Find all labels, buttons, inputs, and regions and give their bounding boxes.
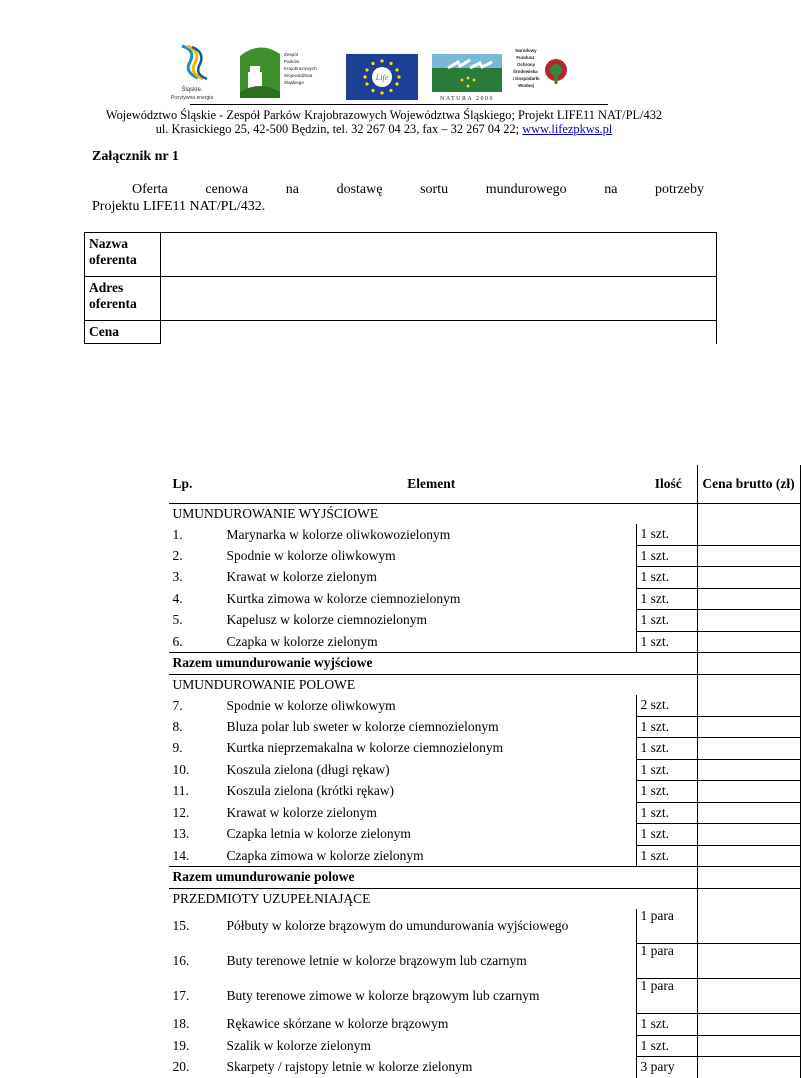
section-title-price-cell bbox=[697, 503, 800, 524]
item-lp: 10. bbox=[172, 761, 190, 777]
item-lp: 2. bbox=[172, 547, 183, 563]
col-element: Element bbox=[407, 475, 456, 491]
section-total-price[interactable] bbox=[697, 867, 800, 889]
svg-text:Śląskie.: Śląskie. bbox=[181, 87, 203, 93]
item-lp: 3. bbox=[172, 569, 183, 585]
section-title-row bbox=[169, 888, 801, 909]
item-name: Czapka w kolorze zielonym bbox=[226, 633, 378, 649]
item-qty: 1 szt. bbox=[636, 716, 697, 738]
section-total-label: Razem umundurowanie polowe bbox=[169, 867, 698, 889]
section-title: UMUNDUROWANIE WYJŚCIOWE bbox=[169, 503, 698, 524]
item-qty: 1 szt. bbox=[636, 631, 697, 653]
col-price: Cena brutto (zł) bbox=[697, 465, 800, 504]
item-qty: 1 szt. bbox=[636, 759, 697, 781]
col-qty: Ilość bbox=[654, 475, 682, 491]
item-name: Kurtka zimowa w kolorze ciemnozielonym bbox=[226, 590, 461, 606]
item-lp: 17. bbox=[172, 988, 190, 1003]
intro-line-1: Oferta cenowa na dostawę sortu mundurowego na potrzeby bbox=[132, 182, 704, 197]
item-name: Półbuty w kolorze brązowym do umundurowania wyjściowego bbox=[226, 918, 569, 934]
item-price-input[interactable] bbox=[697, 545, 800, 567]
item-price-input[interactable] bbox=[697, 944, 800, 979]
item-name: Buty terenowe letnie w kolorze brązowym lub czarnym bbox=[226, 953, 527, 968]
price-label: Cena bbox=[85, 321, 161, 344]
item-lp: 14. bbox=[172, 847, 190, 863]
section-title: UMUNDUROWANIE POLOWE bbox=[169, 674, 698, 695]
section-title-price-cell bbox=[697, 674, 800, 695]
intro-text bbox=[92, 181, 704, 215]
attachment-title: Załącznik nr 1 bbox=[92, 149, 179, 164]
item-qty: 1 szt. bbox=[636, 802, 697, 824]
item-price-input[interactable] bbox=[697, 802, 800, 824]
item-row bbox=[169, 909, 801, 944]
header-line-1: Województwo Śląskie - Zespół Parków Krajobrazowych Województwa Śląskiego; Projekt LIFE11 NAT/PL/432 bbox=[105, 108, 663, 122]
item-qty: 1 szt. bbox=[636, 1035, 697, 1057]
svg-text:NATURA 2000: NATURA 2000 bbox=[439, 96, 495, 102]
item-qty: 1 szt. bbox=[636, 567, 697, 589]
item-lp: 5. bbox=[172, 612, 183, 628]
item-price-input[interactable] bbox=[697, 845, 800, 867]
item-lp: 12. bbox=[172, 804, 190, 820]
item-row bbox=[169, 944, 801, 979]
item-row bbox=[169, 524, 801, 545]
nfosigw-logo-icon bbox=[512, 42, 568, 113]
item-name: Rękawice skórzane w kolorze brązowym bbox=[226, 1016, 449, 1032]
item-name: Krawat w kolorze zielonym bbox=[226, 569, 377, 585]
item-price-input[interactable] bbox=[697, 524, 800, 545]
items-header-row bbox=[169, 465, 801, 504]
item-row bbox=[169, 802, 801, 824]
item-row bbox=[169, 824, 801, 846]
item-price-input[interactable] bbox=[697, 1035, 800, 1057]
item-row bbox=[169, 738, 801, 760]
section-total-row bbox=[169, 867, 801, 889]
col-lp: Lp. bbox=[172, 475, 193, 491]
item-qty: 1 szt. bbox=[636, 845, 697, 867]
item-price-input[interactable] bbox=[697, 738, 800, 760]
header-rule bbox=[190, 104, 608, 105]
item-price-input[interactable] bbox=[697, 759, 800, 781]
item-qty: 1 para bbox=[636, 944, 697, 979]
item-row bbox=[169, 845, 801, 867]
offeror-name-field[interactable] bbox=[161, 233, 717, 277]
item-price-input[interactable] bbox=[697, 781, 800, 803]
item-price-input[interactable] bbox=[697, 610, 800, 632]
item-price-input[interactable] bbox=[697, 979, 800, 1014]
item-row bbox=[169, 759, 801, 781]
item-price-input[interactable] bbox=[697, 631, 800, 653]
item-row bbox=[169, 567, 801, 589]
offeror-address-field[interactable] bbox=[161, 277, 717, 321]
item-lp: 4. bbox=[172, 590, 183, 606]
item-row bbox=[169, 1014, 801, 1036]
item-name: Czapka zimowa w kolorze zielonym bbox=[226, 847, 424, 863]
item-qty: 1 szt. bbox=[636, 738, 697, 760]
item-row bbox=[169, 716, 801, 738]
item-qty: 2 szt. bbox=[636, 695, 697, 716]
section-total-price[interactable] bbox=[697, 653, 800, 675]
item-name: Marynarka w kolorze oliwkowozielonym bbox=[226, 526, 451, 542]
header-line-2: ul. Krasickiego 25, 42-500 Będzin, tel. 32 267 04 23, fax – 32 267 04 22; www.lifezpkws.pl bbox=[155, 122, 613, 136]
svg-text:NarodowyFundusz Ochron: Narodowy Fundusz Ochrony Środowiska i Gospodarki Wodnej bbox=[512, 48, 540, 88]
item-row bbox=[169, 781, 801, 803]
item-qty: 1 para bbox=[636, 979, 697, 1014]
item-name: Koszula zielona (długi rękaw) bbox=[226, 761, 390, 777]
item-row bbox=[169, 588, 801, 610]
item-qty: 1 szt. bbox=[636, 610, 697, 632]
item-row bbox=[169, 1057, 801, 1078]
item-name: Spodnie w kolorze oliwkowym bbox=[226, 547, 396, 563]
item-qty: 1 szt. bbox=[636, 824, 697, 846]
section-title-row bbox=[169, 674, 801, 695]
item-name: Kapelusz w kolorze ciemnozielonym bbox=[226, 612, 428, 628]
natura2000-logo-icon bbox=[430, 52, 504, 107]
zpk-logo-icon bbox=[236, 42, 316, 109]
svg-text:ZespółParków Krajobraz: Zespół Parków Krajobrazowych Województwa Śląskiego bbox=[284, 52, 317, 85]
item-name: Spodnie w kolorze oliwkowym bbox=[226, 697, 396, 713]
section-title-price-cell bbox=[697, 888, 800, 909]
item-name: Szalik w kolorze zielonym bbox=[226, 1037, 371, 1053]
item-lp: 9. bbox=[172, 740, 183, 756]
item-price-input[interactable] bbox=[697, 567, 800, 589]
item-lp: 7. bbox=[172, 697, 183, 713]
item-name: Skarpety / rajstopy letnie w kolorze zielonym bbox=[226, 1059, 473, 1074]
section-total-label: Razem umundurowanie wyjściowe bbox=[169, 653, 698, 675]
price-section bbox=[161, 321, 795, 1075]
svg-text:Pozytywna energia: Pozytywna energia bbox=[170, 95, 214, 101]
offeror-address-label: Adres oferenta bbox=[85, 277, 161, 321]
item-qty: 1 szt. bbox=[636, 545, 697, 567]
item-lp: 1. bbox=[172, 526, 183, 542]
item-lp: 16. bbox=[172, 953, 190, 968]
item-lp: 20. bbox=[172, 1059, 190, 1074]
item-row bbox=[169, 1035, 801, 1057]
item-qty: 1 para bbox=[636, 909, 697, 944]
item-lp: 8. bbox=[172, 718, 183, 734]
item-price-input[interactable] bbox=[697, 909, 800, 944]
item-row bbox=[169, 545, 801, 567]
item-row bbox=[169, 979, 801, 1014]
intro-line-2: Projektu LIFE11 NAT/PL/432. bbox=[92, 199, 266, 214]
item-name: Krawat w kolorze zielonym bbox=[226, 804, 377, 820]
section-title: PRZEDMIOTY UZUPEŁNIAJĄCE bbox=[169, 888, 698, 909]
item-qty: 1 szt. bbox=[636, 781, 697, 803]
item-lp: 18. bbox=[172, 1016, 190, 1032]
eu-life-logo-icon bbox=[346, 54, 418, 105]
item-name: Koszula zielona (krótki rękaw) bbox=[226, 783, 395, 799]
website-link[interactable]: www.lifezpkws.pl bbox=[522, 122, 613, 136]
item-price-input[interactable] bbox=[697, 1014, 800, 1036]
item-name: Bluza polar lub sweter w kolorze ciemnozielonym bbox=[226, 718, 499, 734]
offer-table bbox=[84, 232, 795, 1075]
item-qty: 3 pary bbox=[636, 1057, 697, 1078]
item-qty: 1 szt. bbox=[636, 524, 697, 545]
item-lp: 19. bbox=[172, 1037, 190, 1053]
item-name: Czapka letnia w kolorze zielonym bbox=[226, 826, 411, 842]
item-name: Kurtka nieprzemakalna w kolorze ciemnozielonym bbox=[226, 740, 504, 756]
slaskie-logo-icon bbox=[168, 42, 216, 109]
item-lp: 6. bbox=[172, 633, 183, 649]
item-row bbox=[169, 695, 801, 716]
section-total-row bbox=[169, 653, 801, 675]
item-qty: 1 szt. bbox=[636, 588, 697, 610]
item-name: Buty terenowe zimowe w kolorze brązowym lub czarnym bbox=[226, 988, 540, 1003]
item-price-input[interactable] bbox=[697, 1057, 800, 1078]
item-price-input[interactable] bbox=[697, 716, 800, 738]
item-price-input[interactable] bbox=[697, 824, 800, 846]
item-lp: 11. bbox=[172, 783, 189, 799]
section-title-row bbox=[169, 503, 801, 524]
item-row bbox=[169, 610, 801, 632]
item-price-input[interactable] bbox=[697, 588, 800, 610]
item-row bbox=[169, 631, 801, 653]
item-qty: 1 szt. bbox=[636, 1014, 697, 1036]
offeror-name-label: Nazwa oferenta bbox=[85, 233, 161, 277]
item-lp: 13. bbox=[172, 826, 190, 842]
page-header bbox=[0, 108, 768, 136]
item-lp: 15. bbox=[172, 918, 190, 934]
item-price-input[interactable] bbox=[697, 695, 800, 716]
logo-bar bbox=[168, 42, 568, 106]
items-table bbox=[169, 465, 801, 1078]
svg-text:Life: Life bbox=[375, 73, 389, 82]
